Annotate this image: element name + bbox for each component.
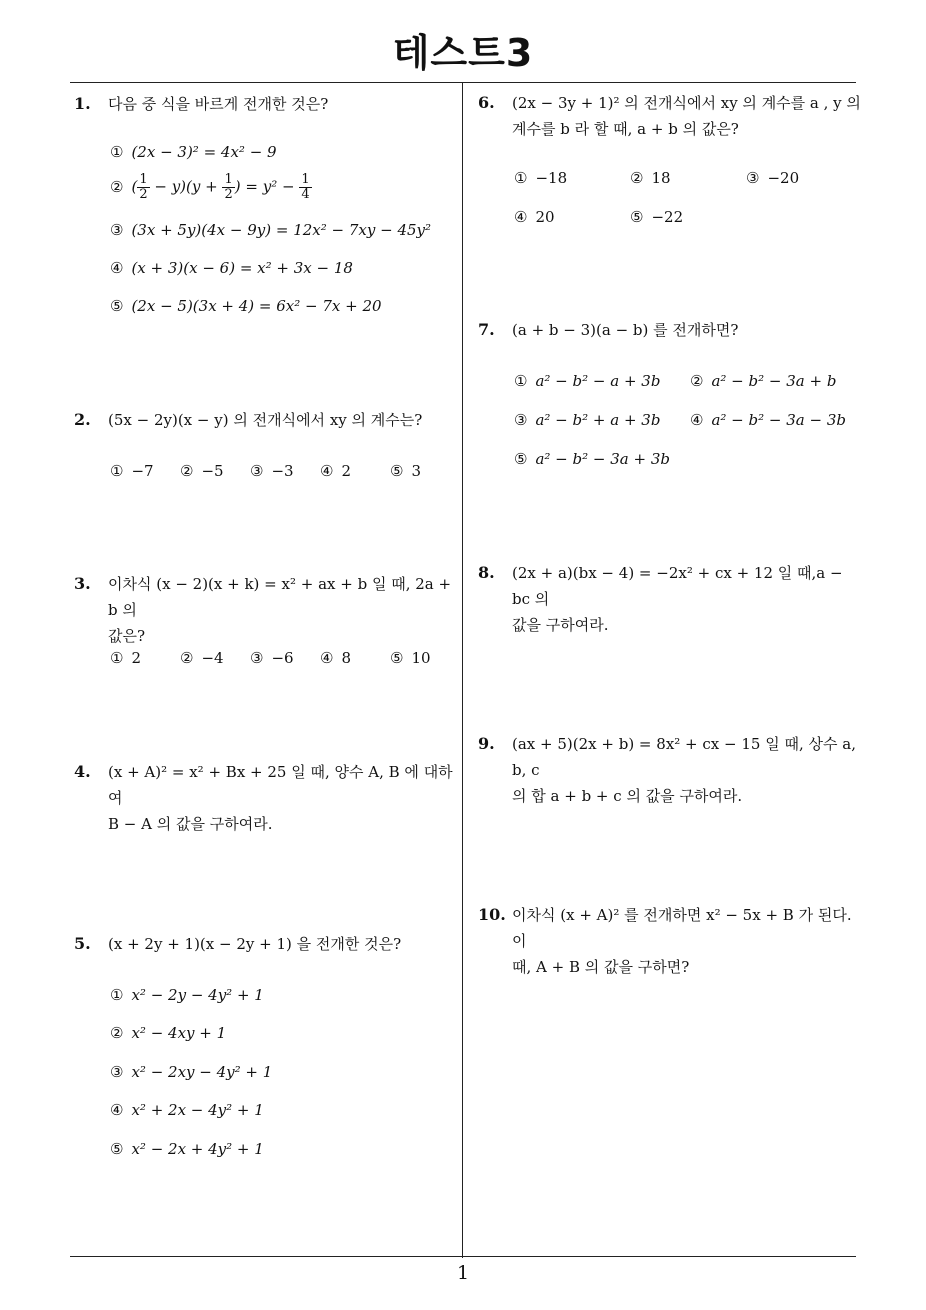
question-number: 8. bbox=[478, 563, 495, 582]
q2-option-3[interactable] bbox=[250, 462, 294, 480]
option-text-mid2: ) = y² − bbox=[234, 177, 295, 196]
footer-rule bbox=[70, 1256, 856, 1257]
question-8 bbox=[478, 560, 863, 638]
q1-option-5[interactable] bbox=[110, 297, 382, 315]
option-mark: ② bbox=[110, 177, 124, 196]
question-text: (a + b − 3)(a − b) 를 전개하면? bbox=[512, 321, 739, 339]
option-mark: ⑤ bbox=[630, 208, 644, 226]
question-number: 4. bbox=[74, 762, 91, 781]
option-mark: ① bbox=[110, 986, 124, 1004]
option-text: −7 bbox=[131, 462, 154, 480]
question-text-line-1: (2x − 3y + 1)² 의 전개식에서 xy 의 계수를 a , y 의 bbox=[512, 94, 861, 112]
option-mark: ① bbox=[514, 169, 528, 187]
option-text: x² − 4xy + 1 bbox=[131, 1024, 227, 1042]
question-number: 10. bbox=[478, 905, 506, 924]
question-text-line-1: (ax + 5)(2x + b) = 8x² + cx − 15 일 때, 상수 a, b, c bbox=[512, 735, 856, 779]
option-text: a² − b² − 3a + b bbox=[711, 372, 837, 390]
question-text-line-1: 이차식 (x − 2)(x + k) = x² + ax + b 일 때, 2a + b 의 bbox=[108, 575, 452, 619]
option-text: 8 bbox=[341, 649, 351, 667]
question-text-line-2: 계수를 b 라 할 때, a + b 의 값은? bbox=[512, 120, 739, 138]
option-text: (2x − 3)² = 4x² − 9 bbox=[131, 143, 277, 161]
option-mark: ③ bbox=[250, 649, 264, 667]
option-mark: ⑤ bbox=[390, 649, 404, 667]
option-mark: ③ bbox=[110, 1063, 124, 1081]
q6-option-4[interactable] bbox=[514, 208, 555, 226]
column-divider bbox=[462, 82, 463, 1258]
page-title: 테스트3 bbox=[392, 31, 534, 75]
q3-option-1[interactable] bbox=[110, 649, 141, 667]
question-text-line-1: 이차식 (x + A)² 를 전개하면 x² − 5x + B 가 된다. 이 bbox=[512, 906, 852, 950]
question-9 bbox=[478, 731, 863, 809]
question-text-line-2: B − A 의 값을 구하여라. bbox=[108, 815, 273, 833]
q1-option-1[interactable] bbox=[110, 143, 277, 161]
option-mark: ⑤ bbox=[110, 1140, 124, 1158]
question-6 bbox=[478, 90, 863, 142]
question-2 bbox=[74, 407, 454, 433]
option-mark: ④ bbox=[320, 649, 334, 667]
option-mark: ④ bbox=[110, 1101, 124, 1119]
option-text: a² − b² + a + 3b bbox=[535, 411, 661, 429]
q3-option-2[interactable] bbox=[180, 649, 224, 667]
question-text-line-2: 때, A + B 의 값을 구하면? bbox=[512, 958, 690, 976]
q7-option-1[interactable] bbox=[514, 372, 660, 390]
option-text: −18 bbox=[535, 169, 568, 187]
question-text: (x + 2y + 1)(x − 2y + 1) 을 전개한 것은? bbox=[108, 935, 402, 953]
question-10 bbox=[478, 902, 863, 980]
question-number: 1. bbox=[74, 94, 91, 113]
option-mark: ④ bbox=[110, 259, 124, 277]
option-mark: ③ bbox=[746, 169, 760, 187]
q3-option-5[interactable] bbox=[390, 649, 431, 667]
question-3 bbox=[74, 571, 459, 649]
question-1 bbox=[74, 91, 454, 117]
q1-option-4[interactable] bbox=[110, 259, 353, 277]
q2-option-2[interactable] bbox=[180, 462, 224, 480]
question-text-line-1: (2x + a)(bx − 4) = −2x² + cx + 12 일 때,a − bc 의 bbox=[512, 564, 843, 608]
question-5 bbox=[74, 931, 454, 957]
option-text: −20 bbox=[767, 169, 800, 187]
q3-option-3[interactable] bbox=[250, 649, 294, 667]
question-number: 5. bbox=[74, 934, 91, 953]
option-mark: ① bbox=[514, 372, 528, 390]
option-mark: ② bbox=[180, 649, 194, 667]
q2-option-4[interactable] bbox=[320, 462, 351, 480]
option-text: (2x − 5)(3x + 4) = 6x² − 7x + 20 bbox=[131, 297, 382, 315]
q5-option-1[interactable] bbox=[110, 986, 264, 1004]
page-number: 1 bbox=[456, 1262, 470, 1284]
option-text: −22 bbox=[651, 208, 684, 226]
q1-option-2[interactable] bbox=[110, 173, 312, 202]
option-text: (x + 3)(x − 6) = x² + 3x − 18 bbox=[131, 259, 353, 277]
option-mark: ⑤ bbox=[514, 450, 528, 468]
option-mark: ② bbox=[690, 372, 704, 390]
question-text: (5x − 2y)(x − y) 의 전개식에서 xy 의 계수는? bbox=[108, 411, 423, 429]
question-text-line-2: 값은? bbox=[108, 627, 146, 645]
option-mark: ① bbox=[110, 649, 124, 667]
option-mark: ② bbox=[180, 462, 194, 480]
option-text: x² − 2xy − 4y² + 1 bbox=[131, 1063, 273, 1081]
option-text: 3 bbox=[411, 462, 421, 480]
option-mark: ④ bbox=[514, 208, 528, 226]
q5-option-5[interactable] bbox=[110, 1140, 264, 1158]
option-mark: ④ bbox=[320, 462, 334, 480]
option-mark: ④ bbox=[690, 411, 704, 429]
option-mark: ⑤ bbox=[110, 297, 124, 315]
option-mark: ③ bbox=[250, 462, 264, 480]
option-mark: ① bbox=[110, 462, 124, 480]
q7-option-2[interactable] bbox=[690, 372, 836, 390]
option-mark: ⑤ bbox=[390, 462, 404, 480]
q6-option-5[interactable] bbox=[630, 208, 683, 226]
option-text: 20 bbox=[535, 208, 555, 226]
question-number: 9. bbox=[478, 734, 495, 753]
option-text: 18 bbox=[651, 169, 671, 187]
header-rule bbox=[70, 82, 856, 83]
option-text: x² − 2x + 4y² + 1 bbox=[131, 1140, 264, 1158]
option-mark: ② bbox=[630, 169, 644, 187]
option-mark: ① bbox=[110, 143, 124, 161]
question-number: 3. bbox=[74, 574, 91, 593]
option-text: a² − b² − a + 3b bbox=[535, 372, 661, 390]
option-mark: ③ bbox=[110, 221, 124, 239]
q5-option-3[interactable] bbox=[110, 1063, 272, 1081]
question-4 bbox=[74, 759, 459, 837]
q7-option-4[interactable] bbox=[690, 411, 846, 429]
option-mark: ③ bbox=[514, 411, 528, 429]
option-text: 2 bbox=[341, 462, 351, 480]
option-text: 10 bbox=[411, 649, 431, 667]
q5-option-2[interactable] bbox=[110, 1024, 226, 1042]
option-text-mid: − y)(y + bbox=[154, 177, 218, 196]
q6-option-2[interactable] bbox=[630, 169, 671, 187]
fraction: $\frac{1}{4}$ bbox=[301, 172, 310, 202]
q2-option-5[interactable] bbox=[390, 462, 421, 480]
question-text-line-2: 의 합 a + b + c 의 값을 구하여라. bbox=[512, 787, 743, 805]
q5-option-4[interactable] bbox=[110, 1101, 264, 1119]
question-text: 다음 중 식을 바르게 전개한 것은? bbox=[108, 95, 329, 113]
q7-option-5[interactable] bbox=[514, 450, 670, 468]
q6-option-3[interactable] bbox=[746, 169, 799, 187]
option-text: x² + 2x − 4y² + 1 bbox=[131, 1101, 264, 1119]
option-text: a² − b² − 3a + 3b bbox=[535, 450, 670, 468]
fraction: $\frac{1}{2}$ bbox=[224, 172, 233, 202]
q7-option-3[interactable] bbox=[514, 411, 660, 429]
question-number: 2. bbox=[74, 410, 91, 429]
option-text: −6 bbox=[271, 649, 294, 667]
option-text: −3 bbox=[271, 462, 294, 480]
fraction: $\frac{1}{2}$ bbox=[139, 172, 148, 202]
q2-option-1[interactable] bbox=[110, 462, 154, 480]
option-text: x² − 2y − 4y² + 1 bbox=[131, 986, 264, 1004]
option-text: a² − b² − 3a − 3b bbox=[711, 411, 846, 429]
question-text-line-1: (x + A)² = x² + Bx + 25 일 때, 양수 A, B 에 대하여 bbox=[108, 763, 453, 807]
question-7 bbox=[478, 317, 863, 343]
q1-option-3[interactable] bbox=[110, 221, 431, 239]
option-text: −5 bbox=[201, 462, 224, 480]
q6-option-1[interactable] bbox=[514, 169, 567, 187]
question-number: 7. bbox=[478, 320, 495, 339]
option-text: (3x + 5y)(4x − 9y) = 12x² − 7xy − 45y² bbox=[131, 221, 432, 239]
question-text-line-2: 값을 구하여라. bbox=[512, 616, 609, 634]
q3-option-4[interactable] bbox=[320, 649, 351, 667]
question-number: 6. bbox=[478, 93, 495, 112]
option-text: 2 bbox=[131, 649, 141, 667]
option-text-pre: ( bbox=[131, 177, 138, 196]
option-mark: ② bbox=[110, 1024, 124, 1042]
option-text: −4 bbox=[201, 649, 224, 667]
